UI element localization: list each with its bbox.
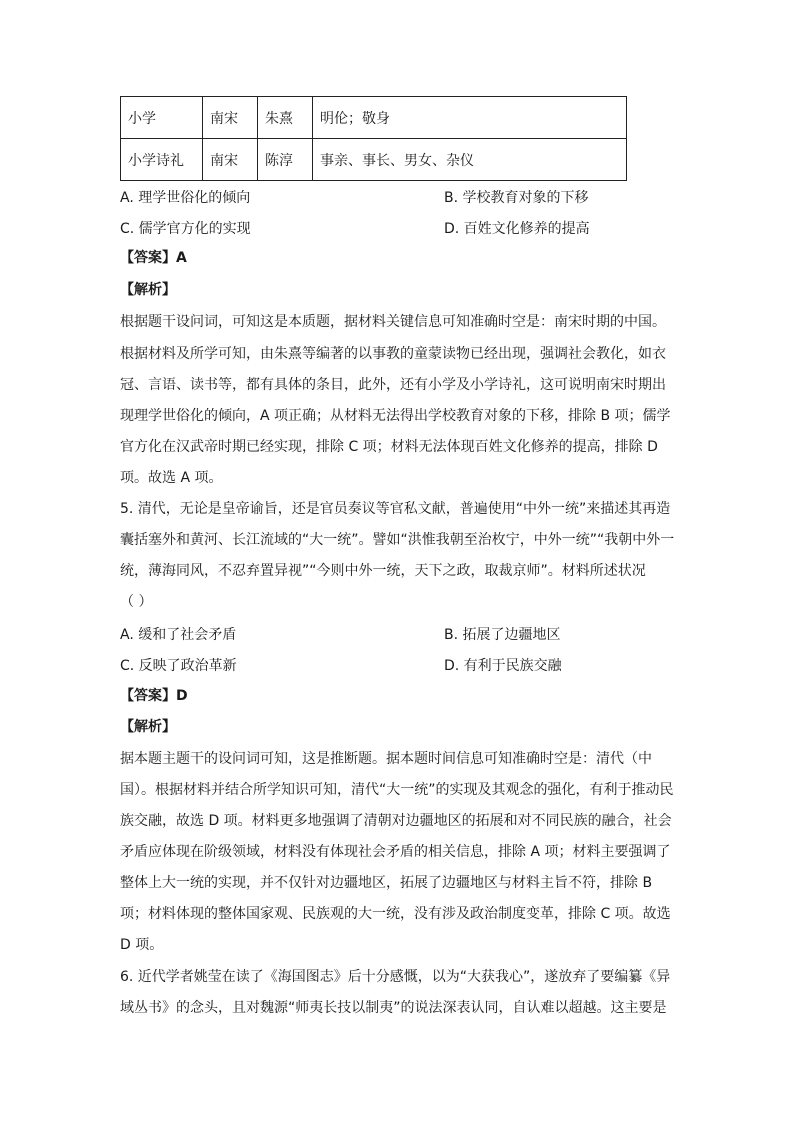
q5-answer-blank: （ ）	[120, 594, 153, 610]
q4-analysis-line: 根据材料及所学可知，由朱熹等编著的以事教的童蒙读物已经出现，强调社会教化，如衣	[120, 346, 666, 362]
q5-option-a: A. 缓和了社会矛盾	[120, 627, 237, 643]
q5-option-d: D. 有利于民族交融	[444, 658, 562, 674]
q5-option-b: B. 拓展了边疆地区	[444, 627, 561, 643]
table-cell: 朱熹	[258, 97, 313, 139]
table-row	[121, 97, 627, 139]
q5-analysis-line: 矛盾应体现在阶级领域，材料没有体现社会矛盾的相关信息，排除 A 项；材料主要强调了	[120, 844, 671, 860]
table-cell: 小学	[121, 97, 203, 139]
q5-analysis-line: 项；材料体现的整体国家观、民族观的大一统，没有涉及政治制度变革，排除 C 项。故选	[120, 906, 671, 922]
q6-stem-line: 6. 近代学者姚莹在读了《海国图志》后十分感慨，以为“大获我心”，遂放弃了要编纂《异	[120, 969, 671, 985]
q4-analysis-label: 【解析】	[120, 282, 176, 298]
table-cell: 明伦；敬身	[313, 97, 627, 139]
q5-analysis-line: 据本题主题干的设问词可知，这是推断题。据本题时间信息可知准确时空是：清代（中	[120, 751, 652, 767]
q4-analysis-line: 项。故选 A 项。	[120, 470, 223, 486]
material-table	[120, 96, 627, 181]
table-cell: 南宋	[203, 139, 258, 181]
q4-option-d: D. 百姓文化修养的提高	[444, 221, 590, 237]
table-cell: 南宋	[203, 97, 258, 139]
q5-analysis-line: D 项。	[120, 937, 164, 953]
q5-analysis-label: 【解析】	[120, 719, 176, 735]
table-row	[121, 139, 627, 181]
table-cell: 陈淳	[258, 139, 313, 181]
q4-option-a: A. 理学世俗化的倾向	[120, 190, 251, 206]
q4-option-c: C. 儒学官方化的实现	[120, 221, 251, 237]
q4-analysis-line: 现理学世俗化的倾向，A 项正确；从材料无法得出学校教育对象的下移，排除 B 项；儒学	[120, 408, 671, 424]
q5-stem-line: 囊括塞外和黄河、长江流域的“大一统”。譬如“洪惟我朝至治枚宁，中外一统”“我朝中外一	[120, 532, 675, 548]
q5-analysis-line: 族交融，故选 D 项。材料更多地强调了清朝对边疆地区的拓展和对不同民族的融合，社会	[120, 813, 672, 829]
q5-analysis-line: 国）。根据材料并结合所学知识可知，清代“大一统”的实现及其观念的强化，有利于推动民	[120, 782, 674, 798]
q4-analysis-line: 官方化在汉武帝时期已经实现，排除 C 项；材料无法体现百姓文化修养的提高，排除 D	[120, 439, 658, 455]
q5-answer: 【答案】D	[120, 688, 188, 704]
q4-answer: 【答案】A	[120, 250, 187, 266]
q5-analysis-line: 整体上大一统的实现，并不仅针对边疆地区，拓展了边疆地区与材料主旨不符，排除 B	[120, 875, 653, 891]
q5-stem-line: 统，薄海同风，不忍弃置异视”“今则中外一统，天下之政，取裁京师”。材料所述状况	[120, 563, 646, 579]
table-cell: 小学诗礼	[121, 139, 203, 181]
q6-stem-line: 域丛书》的念头，且对魏源“师夷长技以制夷”的说法深表认同，自认难以超越。这主要是	[120, 1000, 667, 1016]
q4-analysis-line: 冠、言语、读书等，都有具体的条目，此外，还有小学及小学诗礼，这可说明南宋时期出	[120, 377, 666, 393]
q5-stem-line: 5. 清代，无论是皇帝谕旨，还是官员奏议等官私文献，普遍使用“中外一统”来描述其再造	[120, 501, 671, 517]
q4-analysis-line: 根据题干设问词，可知这是本质题，据材料关键信息可知准确时空是：南宋时期的中国。	[120, 314, 666, 330]
q4-option-b: B. 学校教育对象的下移	[444, 190, 589, 206]
table-cell: 事亲、事长、男女、杂仪	[313, 139, 627, 181]
q5-option-c: C. 反映了政治革新	[120, 658, 237, 674]
